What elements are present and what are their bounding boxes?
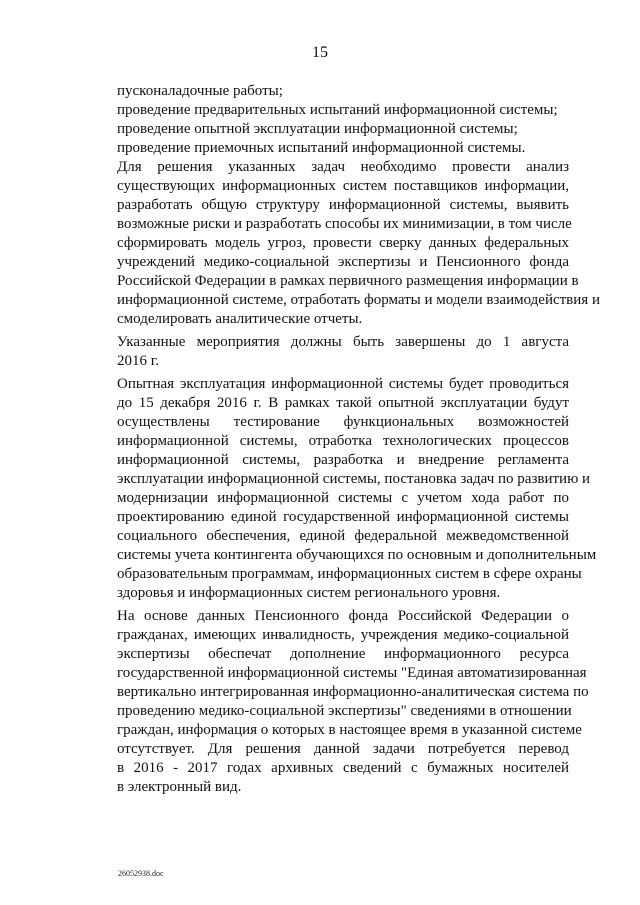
text-line: вертикально интегрированная информационно-аналитическая система по — [117, 684, 589, 700]
text-line: в электронный вид. — [117, 779, 242, 795]
document-body — [117, 82, 600, 797]
text-line: Российской Федерации в рамках первичного размещения информации в — [117, 273, 579, 289]
text-line: пусконаладочные работы; — [117, 83, 283, 99]
text-line: Указанные мероприятия должны быть завершены до 1 августа — [117, 334, 569, 350]
text-line: образовательным программам, информационных систем в сфере охраны — [117, 566, 582, 582]
text-line: модернизации информационной системы с учетом хода работ по — [117, 490, 569, 506]
text-line: проведение предварительных испытаний информационной системы; — [117, 102, 558, 118]
text-line: проектированию единой государственной информационной системы — [117, 509, 569, 525]
text-line: учреждений медико-социальной экспертизы и Пенсионного фонда — [117, 254, 569, 270]
text-line: до 15 декабря 2016 г. В рамках такой опытной эксплуатации будут — [117, 395, 569, 411]
text-line: в 2016 - 2017 годах архивных сведений с бумажных носителей — [117, 760, 569, 776]
text-line: осуществлены тестирование функциональных возможностей — [117, 414, 569, 430]
text-line: разработать общую структуру информационной системы, выявить — [117, 197, 569, 213]
text-line: информационной системе, отработать форматы и модели взаимодействия и — [117, 292, 600, 308]
text-line: Для решения указанных задач необходимо провести анализ — [117, 159, 569, 175]
text-line: системы учета контингента обучающихся по основным и дополнительным — [117, 547, 597, 563]
text-line: здоровья и информационных систем регионального уровня. — [117, 585, 501, 601]
text-line: проведению медико-социальной экспертизы" сведениями в отношении — [117, 703, 572, 719]
text-line: информационной системы, разработка и внедрение регламента — [117, 452, 569, 468]
text-line: отсутствует. Для решения данной задачи потребуется перевод — [117, 741, 569, 757]
page-number: 15 — [312, 44, 328, 61]
text-line: граждан, информация о которых в настоящее время в указанной системе — [117, 722, 582, 738]
text-line: проведение приемочных испытаний информационной системы. — [117, 140, 526, 156]
text-line: Опытная эксплуатация информационной системы будет проводиться — [117, 376, 569, 392]
text-line: смоделировать аналитические отчеты. — [117, 311, 363, 327]
text-line: проведение опытной эксплуатации информационной системы; — [117, 121, 518, 137]
text-line: сформировать модель угроз, провести сверку данных федеральных — [117, 235, 569, 251]
text-line: экспертизы обеспечат дополнение информационного ресурса — [117, 646, 569, 662]
text-line: возможные риски и разработать способы их минимизации, в том числе — [117, 216, 572, 232]
file-name-footer: 26052938.doc — [118, 869, 164, 878]
text-line: государственной информационной системы "Единая автоматизированная — [117, 665, 587, 681]
text-line: информационной системы, отработка технологических процессов — [117, 433, 569, 449]
text-line: На основе данных Пенсионного фонда Российской Федерации о — [117, 608, 569, 624]
text-line: социального обеспечения, единой федеральной межведомственной — [117, 528, 569, 544]
text-line: существующих информационных систем поставщиков информации, — [117, 178, 569, 194]
text-line: эксплуатации информационной системы, постановка задач по развитию и — [117, 471, 591, 487]
text-line: 2016 г. — [117, 353, 159, 369]
text-line: гражданах, имеющих инвалидность, учреждения медико-социальной — [117, 627, 569, 643]
